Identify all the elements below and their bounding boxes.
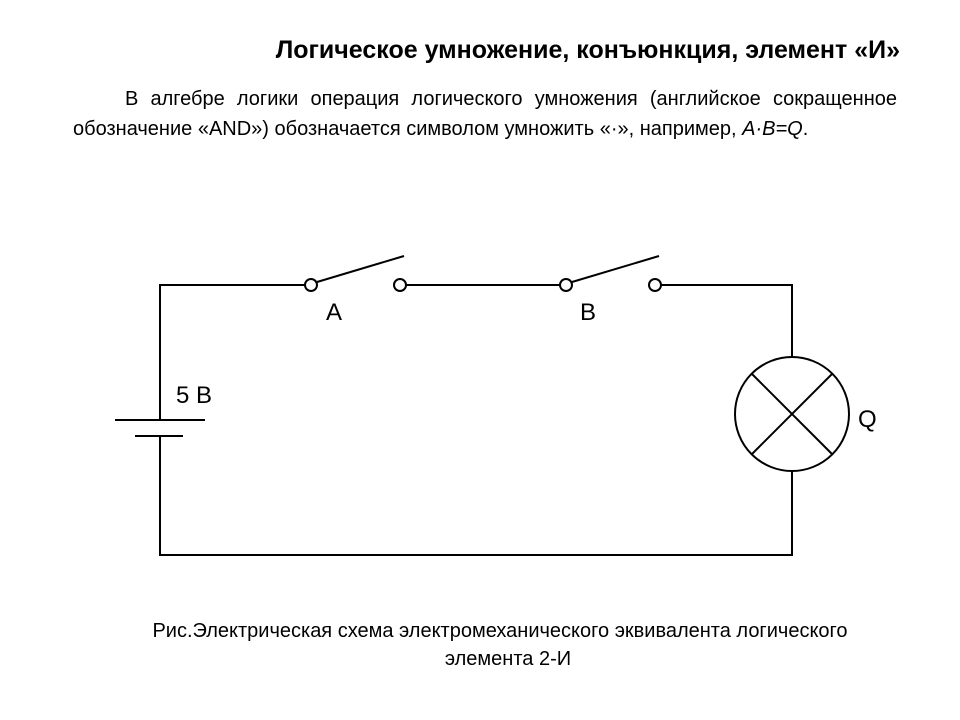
switch-a-lever: [317, 256, 404, 282]
switch-b: [560, 256, 661, 291]
switch-a-right-contact: [394, 279, 406, 291]
switch-a-left-contact: [305, 279, 317, 291]
switch-a: [305, 256, 406, 291]
circuit-wires: [160, 285, 792, 555]
wire-bottom: [160, 436, 792, 555]
wire-top-right: [660, 285, 792, 357]
lamp-q-label: Q: [858, 406, 877, 433]
intro-end: .: [802, 118, 809, 140]
intro-text: В алгебре логики операция логического умножения (английское сокращенное обозначение «AND») обозначается символом умножить «·», например,: [73, 88, 897, 140]
switch-b-right-contact: [649, 279, 661, 291]
switch-b-label: В: [580, 299, 597, 326]
slide-title: Логическое умножение, конъюнкция, элемент «И»: [275, 36, 900, 64]
switch-b-left-contact: [560, 279, 572, 291]
figure-caption: [80, 617, 920, 673]
lamp-symbol: [735, 357, 849, 471]
intro-formula: А·В=Q: [742, 118, 803, 140]
caption-line-1: Рис.Электрическая схема электромеханического эквивалента логического: [152, 620, 848, 642]
battery-symbol: [115, 420, 205, 436]
switch-a-label: А: [326, 299, 343, 326]
source-voltage-label: 5 В: [176, 382, 213, 409]
caption-line-2: элемента 2-И: [444, 648, 572, 670]
switch-b-lever: [572, 256, 659, 282]
